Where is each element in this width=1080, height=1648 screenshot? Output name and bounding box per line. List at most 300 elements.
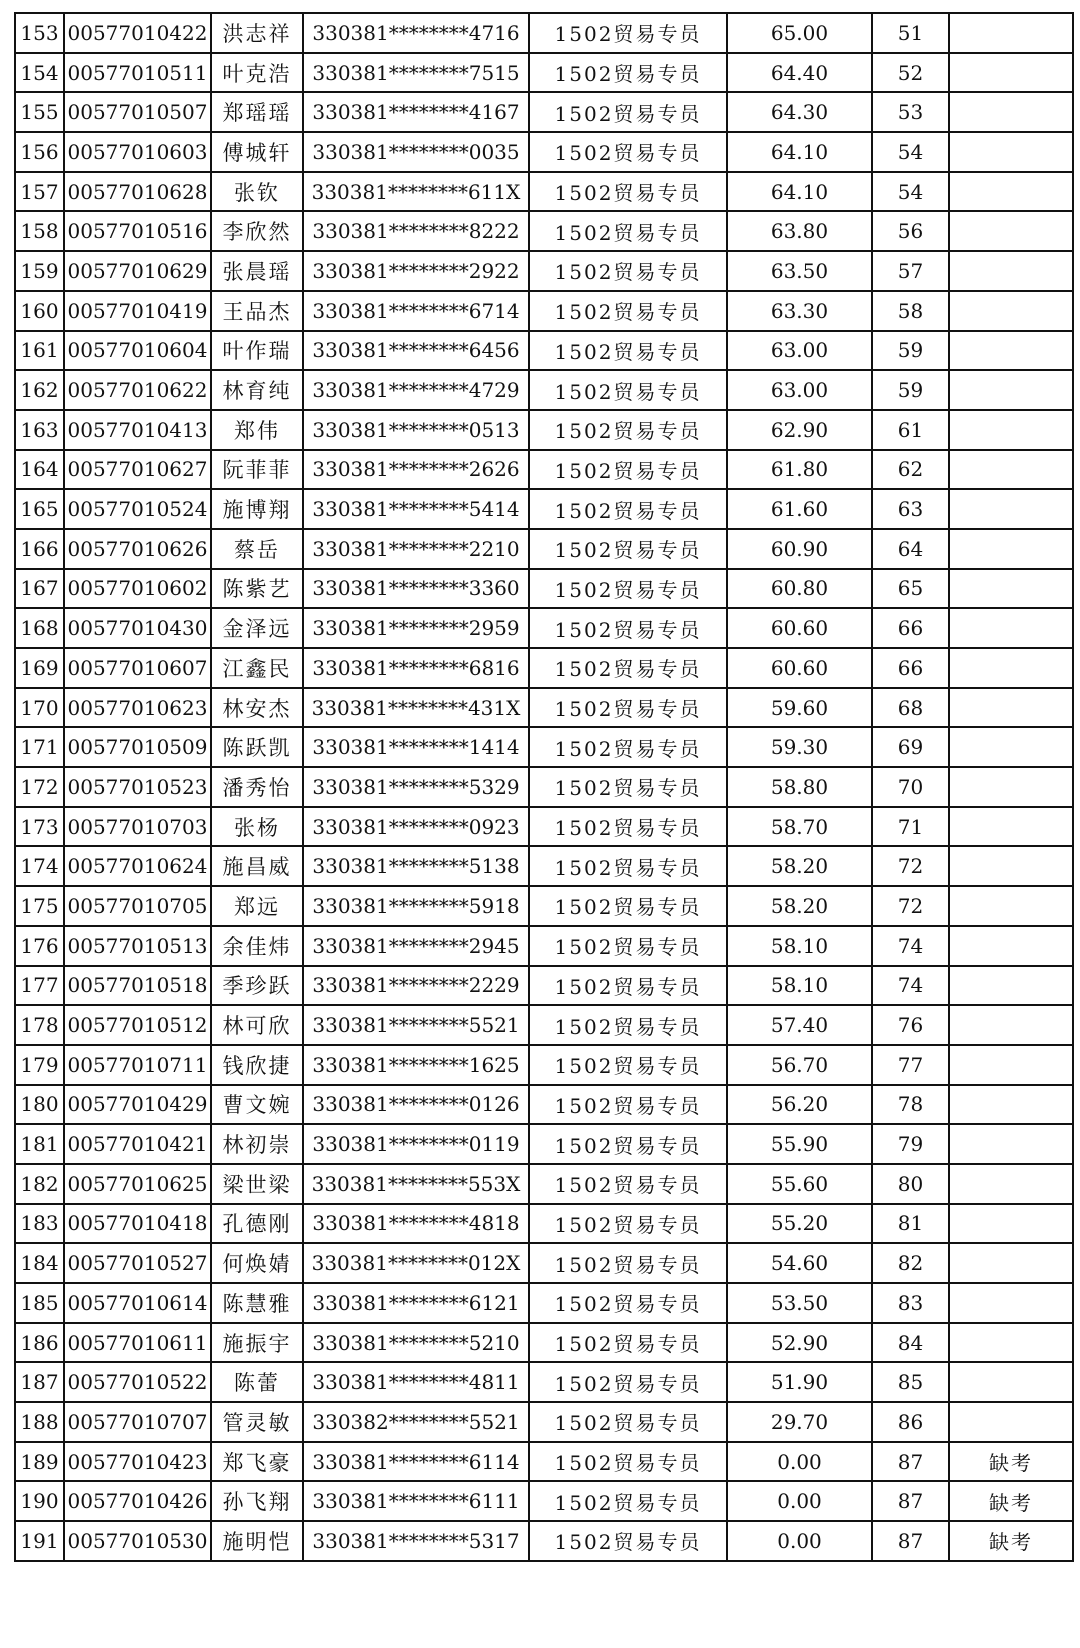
note-cell xyxy=(949,1045,1073,1085)
note-cell xyxy=(949,529,1073,569)
row-number-cell: 170 xyxy=(15,688,64,728)
note-cell xyxy=(949,648,1073,688)
rank-cell: 74 xyxy=(872,966,949,1006)
score-cell: 56.70 xyxy=(727,1045,872,1085)
table-row xyxy=(15,727,1073,767)
table-row xyxy=(15,846,1073,886)
id-card-cell: 330381********5138 xyxy=(303,846,529,886)
exam-id-cell: 00577010626 xyxy=(64,529,211,569)
id-card-cell: 330381********2626 xyxy=(303,450,529,490)
candidate-name-cell: 阮菲菲 xyxy=(211,450,303,490)
exam-id-cell: 00577010627 xyxy=(64,450,211,490)
table-row xyxy=(15,608,1073,648)
row-number-cell: 155 xyxy=(15,92,64,132)
rank-cell: 66 xyxy=(872,648,949,688)
score-cell: 59.60 xyxy=(727,688,872,728)
exam-id-cell: 00577010523 xyxy=(64,767,211,807)
candidate-name-cell: 郑瑶瑶 xyxy=(211,92,303,132)
score-cell: 0.00 xyxy=(727,1481,872,1521)
row-number-cell: 189 xyxy=(15,1442,64,1482)
table-row xyxy=(15,886,1073,926)
score-cell: 63.00 xyxy=(727,331,872,371)
score-cell: 60.90 xyxy=(727,529,872,569)
id-card-cell: 330381********6816 xyxy=(303,648,529,688)
note-cell xyxy=(949,1243,1073,1283)
score-cell: 55.20 xyxy=(727,1204,872,1244)
row-number-cell: 153 xyxy=(15,13,64,53)
position-cell: 1502贸易专员 xyxy=(529,450,727,490)
id-card-cell: 330381********0119 xyxy=(303,1124,529,1164)
note-cell xyxy=(949,132,1073,172)
row-number-cell: 181 xyxy=(15,1124,64,1164)
candidate-name-cell: 张晨瑶 xyxy=(211,251,303,291)
score-cell: 58.70 xyxy=(727,807,872,847)
row-number-cell: 169 xyxy=(15,648,64,688)
note-cell xyxy=(949,767,1073,807)
id-card-cell: 330381********1625 xyxy=(303,1045,529,1085)
candidate-name-cell: 余佳炜 xyxy=(211,926,303,966)
exam-id-cell: 00577010625 xyxy=(64,1164,211,1204)
row-number-cell: 178 xyxy=(15,1005,64,1045)
candidate-name-cell: 林安杰 xyxy=(211,688,303,728)
note-cell xyxy=(949,1164,1073,1204)
row-number-cell: 177 xyxy=(15,966,64,1006)
rank-cell: 57 xyxy=(872,251,949,291)
row-number-cell: 184 xyxy=(15,1243,64,1283)
table-body xyxy=(15,13,1073,1561)
position-cell: 1502贸易专员 xyxy=(529,1481,727,1521)
note-cell xyxy=(949,53,1073,93)
position-cell: 1502贸易专员 xyxy=(529,1323,727,1363)
position-cell: 1502贸易专员 xyxy=(529,1402,727,1442)
score-cell: 60.60 xyxy=(727,608,872,648)
note-cell: 缺考 xyxy=(949,1481,1073,1521)
score-cell: 63.50 xyxy=(727,251,872,291)
position-cell: 1502贸易专员 xyxy=(529,688,727,728)
id-card-cell: 330381********2945 xyxy=(303,926,529,966)
position-cell: 1502贸易专员 xyxy=(529,886,727,926)
row-number-cell: 187 xyxy=(15,1362,64,1402)
row-number-cell: 172 xyxy=(15,767,64,807)
candidate-name-cell: 施博翔 xyxy=(211,489,303,529)
candidate-name-cell: 李欣然 xyxy=(211,211,303,251)
row-number-cell: 156 xyxy=(15,132,64,172)
exam-id-cell: 00577010426 xyxy=(64,1481,211,1521)
exam-id-cell: 00577010629 xyxy=(64,251,211,291)
position-cell: 1502贸易专员 xyxy=(529,1085,727,1125)
position-cell: 1502贸易专员 xyxy=(529,1243,727,1283)
position-cell: 1502贸易专员 xyxy=(529,489,727,529)
note-cell xyxy=(949,966,1073,1006)
score-cell: 64.30 xyxy=(727,92,872,132)
position-cell: 1502贸易专员 xyxy=(529,172,727,212)
table-row xyxy=(15,172,1073,212)
position-cell: 1502贸易专员 xyxy=(529,370,727,410)
score-cell: 62.90 xyxy=(727,410,872,450)
table-row xyxy=(15,807,1073,847)
row-number-cell: 158 xyxy=(15,211,64,251)
row-number-cell: 191 xyxy=(15,1521,64,1561)
note-cell xyxy=(949,688,1073,728)
table-row xyxy=(15,92,1073,132)
id-card-cell: 330381********8222 xyxy=(303,211,529,251)
position-cell: 1502贸易专员 xyxy=(529,1045,727,1085)
candidate-name-cell: 季珍跃 xyxy=(211,966,303,1006)
candidate-name-cell: 陈慧雅 xyxy=(211,1283,303,1323)
score-cell: 60.80 xyxy=(727,569,872,609)
row-number-cell: 179 xyxy=(15,1045,64,1085)
score-cell: 53.50 xyxy=(727,1283,872,1323)
score-cell: 55.60 xyxy=(727,1164,872,1204)
row-number-cell: 159 xyxy=(15,251,64,291)
id-card-cell: 330381********553X xyxy=(303,1164,529,1204)
exam-id-cell: 00577010705 xyxy=(64,886,211,926)
position-cell: 1502贸易专员 xyxy=(529,1362,727,1402)
table-row xyxy=(15,132,1073,172)
note-cell xyxy=(949,13,1073,53)
rank-cell: 84 xyxy=(872,1323,949,1363)
candidate-name-cell: 林初崇 xyxy=(211,1124,303,1164)
id-card-cell: 330381********5210 xyxy=(303,1323,529,1363)
position-cell: 1502贸易专员 xyxy=(529,966,727,1006)
rank-cell: 52 xyxy=(872,53,949,93)
note-cell xyxy=(949,211,1073,251)
position-cell: 1502贸易专员 xyxy=(529,251,727,291)
row-number-cell: 164 xyxy=(15,450,64,490)
exam-id-cell: 00577010604 xyxy=(64,331,211,371)
id-card-cell: 330381********3360 xyxy=(303,569,529,609)
rank-cell: 72 xyxy=(872,846,949,886)
rank-cell: 61 xyxy=(872,410,949,450)
position-cell: 1502贸易专员 xyxy=(529,926,727,966)
candidate-name-cell: 洪志祥 xyxy=(211,13,303,53)
exam-id-cell: 00577010419 xyxy=(64,291,211,331)
candidate-name-cell: 施振宇 xyxy=(211,1323,303,1363)
score-cell: 63.00 xyxy=(727,370,872,410)
position-cell: 1502贸易专员 xyxy=(529,608,727,648)
note-cell xyxy=(949,251,1073,291)
id-card-cell: 330381********4167 xyxy=(303,92,529,132)
candidate-name-cell: 陈跃凯 xyxy=(211,727,303,767)
rank-cell: 77 xyxy=(872,1045,949,1085)
position-cell: 1502贸易专员 xyxy=(529,1442,727,1482)
row-number-cell: 176 xyxy=(15,926,64,966)
table-row xyxy=(15,291,1073,331)
rank-cell: 87 xyxy=(872,1442,949,1482)
note-cell: 缺考 xyxy=(949,1442,1073,1482)
candidate-name-cell: 陈紫艺 xyxy=(211,569,303,609)
rank-cell: 59 xyxy=(872,370,949,410)
id-card-cell: 330381********0035 xyxy=(303,132,529,172)
candidate-name-cell: 江鑫民 xyxy=(211,648,303,688)
note-cell xyxy=(949,608,1073,648)
rank-cell: 51 xyxy=(872,13,949,53)
score-cell: 64.40 xyxy=(727,53,872,93)
exam-id-cell: 00577010423 xyxy=(64,1442,211,1482)
candidate-name-cell: 何焕婧 xyxy=(211,1243,303,1283)
candidate-name-cell: 管灵敏 xyxy=(211,1402,303,1442)
note-cell xyxy=(949,450,1073,490)
row-number-cell: 182 xyxy=(15,1164,64,1204)
table-row xyxy=(15,1283,1073,1323)
score-cell: 59.30 xyxy=(727,727,872,767)
table-row xyxy=(15,1204,1073,1244)
table-row xyxy=(15,1362,1073,1402)
candidate-name-cell: 施昌威 xyxy=(211,846,303,886)
table-row xyxy=(15,410,1073,450)
rank-cell: 69 xyxy=(872,727,949,767)
id-card-cell: 330381********2210 xyxy=(303,529,529,569)
score-cell: 63.30 xyxy=(727,291,872,331)
score-cell: 58.20 xyxy=(727,886,872,926)
row-number-cell: 185 xyxy=(15,1283,64,1323)
candidate-name-cell: 叶作瑞 xyxy=(211,331,303,371)
note-cell xyxy=(949,370,1073,410)
exam-id-cell: 00577010512 xyxy=(64,1005,211,1045)
rank-cell: 56 xyxy=(872,211,949,251)
rank-cell: 65 xyxy=(872,569,949,609)
candidate-name-cell: 金泽远 xyxy=(211,608,303,648)
rank-cell: 83 xyxy=(872,1283,949,1323)
row-number-cell: 168 xyxy=(15,608,64,648)
table-row xyxy=(15,1243,1073,1283)
id-card-cell: 330382********5521 xyxy=(303,1402,529,1442)
id-card-cell: 330381********4818 xyxy=(303,1204,529,1244)
row-number-cell: 161 xyxy=(15,331,64,371)
position-cell: 1502贸易专员 xyxy=(529,1204,727,1244)
exam-id-cell: 00577010607 xyxy=(64,648,211,688)
table-row xyxy=(15,1442,1073,1482)
position-cell: 1502贸易专员 xyxy=(529,807,727,847)
note-cell xyxy=(949,331,1073,371)
score-cell: 64.10 xyxy=(727,132,872,172)
id-card-cell: 330381********5329 xyxy=(303,767,529,807)
candidate-name-cell: 陈蕾 xyxy=(211,1362,303,1402)
table-row xyxy=(15,251,1073,291)
exam-id-cell: 00577010623 xyxy=(64,688,211,728)
note-cell xyxy=(949,846,1073,886)
table-row xyxy=(15,331,1073,371)
rank-cell: 81 xyxy=(872,1204,949,1244)
rank-cell: 68 xyxy=(872,688,949,728)
exam-id-cell: 00577010413 xyxy=(64,410,211,450)
id-card-cell: 330381********0923 xyxy=(303,807,529,847)
table-row xyxy=(15,688,1073,728)
row-number-cell: 157 xyxy=(15,172,64,212)
id-card-cell: 330381********0513 xyxy=(303,410,529,450)
score-cell: 61.60 xyxy=(727,489,872,529)
row-number-cell: 160 xyxy=(15,291,64,331)
table-row xyxy=(15,529,1073,569)
exam-id-cell: 00577010509 xyxy=(64,727,211,767)
rank-cell: 72 xyxy=(872,886,949,926)
exam-id-cell: 00577010628 xyxy=(64,172,211,212)
score-cell: 0.00 xyxy=(727,1442,872,1482)
score-cell: 58.10 xyxy=(727,966,872,1006)
exam-id-cell: 00577010602 xyxy=(64,569,211,609)
table-row xyxy=(15,1402,1073,1442)
note-cell xyxy=(949,886,1073,926)
rank-cell: 87 xyxy=(872,1521,949,1561)
exam-id-cell: 00577010518 xyxy=(64,966,211,1006)
rank-cell: 54 xyxy=(872,172,949,212)
exam-id-cell: 00577010421 xyxy=(64,1124,211,1164)
exam-id-cell: 00577010511 xyxy=(64,53,211,93)
position-cell: 1502贸易专员 xyxy=(529,1005,727,1045)
id-card-cell: 330381********012X xyxy=(303,1243,529,1283)
rank-cell: 53 xyxy=(872,92,949,132)
candidate-name-cell: 林育纯 xyxy=(211,370,303,410)
rank-cell: 58 xyxy=(872,291,949,331)
rank-cell: 79 xyxy=(872,1124,949,1164)
id-card-cell: 330381********431X xyxy=(303,688,529,728)
candidate-name-cell: 傅城轩 xyxy=(211,132,303,172)
candidate-name-cell: 蔡岳 xyxy=(211,529,303,569)
exam-id-cell: 00577010530 xyxy=(64,1521,211,1561)
candidate-name-cell: 林可欣 xyxy=(211,1005,303,1045)
note-cell xyxy=(949,569,1073,609)
position-cell: 1502贸易专员 xyxy=(529,1164,727,1204)
score-cell: 57.40 xyxy=(727,1005,872,1045)
id-card-cell: 330381********4729 xyxy=(303,370,529,410)
row-number-cell: 165 xyxy=(15,489,64,529)
note-cell xyxy=(949,807,1073,847)
exam-id-cell: 00577010703 xyxy=(64,807,211,847)
position-cell: 1502贸易专员 xyxy=(529,1521,727,1561)
table-row xyxy=(15,450,1073,490)
id-card-cell: 330381********4716 xyxy=(303,13,529,53)
exam-id-cell: 00577010622 xyxy=(64,370,211,410)
rank-cell: 59 xyxy=(872,331,949,371)
exam-id-cell: 00577010707 xyxy=(64,1402,211,1442)
row-number-cell: 188 xyxy=(15,1402,64,1442)
id-card-cell: 330381********2229 xyxy=(303,966,529,1006)
note-cell xyxy=(949,489,1073,529)
id-card-cell: 330381********1414 xyxy=(303,727,529,767)
score-cell: 58.80 xyxy=(727,767,872,807)
position-cell: 1502贸易专员 xyxy=(529,767,727,807)
id-card-cell: 330381********6714 xyxy=(303,291,529,331)
candidate-name-cell: 张钦 xyxy=(211,172,303,212)
id-card-cell: 330381********7515 xyxy=(303,53,529,93)
id-card-cell: 330381********6456 xyxy=(303,331,529,371)
note-cell: 缺考 xyxy=(949,1521,1073,1561)
candidate-name-cell: 郑伟 xyxy=(211,410,303,450)
id-card-cell: 330381********5317 xyxy=(303,1521,529,1561)
note-cell xyxy=(949,1283,1073,1323)
note-cell xyxy=(949,1323,1073,1363)
position-cell: 1502贸易专员 xyxy=(529,569,727,609)
row-number-cell: 154 xyxy=(15,53,64,93)
table-row xyxy=(15,1164,1073,1204)
exam-id-cell: 00577010430 xyxy=(64,608,211,648)
exam-id-cell: 00577010611 xyxy=(64,1323,211,1363)
table-row xyxy=(15,1124,1073,1164)
id-card-cell: 330381********6114 xyxy=(303,1442,529,1482)
row-number-cell: 190 xyxy=(15,1481,64,1521)
score-cell: 65.00 xyxy=(727,13,872,53)
id-card-cell: 330381********0126 xyxy=(303,1085,529,1125)
row-number-cell: 175 xyxy=(15,886,64,926)
position-cell: 1502贸易专员 xyxy=(529,92,727,132)
rank-cell: 82 xyxy=(872,1243,949,1283)
table-row xyxy=(15,966,1073,1006)
row-number-cell: 174 xyxy=(15,846,64,886)
table-row xyxy=(15,569,1073,609)
candidate-name-cell: 叶克浩 xyxy=(211,53,303,93)
score-cell: 51.90 xyxy=(727,1362,872,1402)
candidate-name-cell: 潘秀怡 xyxy=(211,767,303,807)
position-cell: 1502贸易专员 xyxy=(529,13,727,53)
table-row xyxy=(15,767,1073,807)
table-row xyxy=(15,1005,1073,1045)
candidate-name-cell: 郑远 xyxy=(211,886,303,926)
exam-id-cell: 00577010527 xyxy=(64,1243,211,1283)
rank-cell: 86 xyxy=(872,1402,949,1442)
id-card-cell: 330381********5521 xyxy=(303,1005,529,1045)
note-cell xyxy=(949,1085,1073,1125)
candidate-name-cell: 孔德刚 xyxy=(211,1204,303,1244)
score-table xyxy=(14,12,1074,1562)
row-number-cell: 173 xyxy=(15,807,64,847)
rank-cell: 76 xyxy=(872,1005,949,1045)
rank-cell: 64 xyxy=(872,529,949,569)
rank-cell: 87 xyxy=(872,1481,949,1521)
note-cell xyxy=(949,1402,1073,1442)
score-cell: 58.10 xyxy=(727,926,872,966)
table-row xyxy=(15,1521,1073,1561)
score-cell: 58.20 xyxy=(727,846,872,886)
exam-id-cell: 00577010513 xyxy=(64,926,211,966)
position-cell: 1502贸易专员 xyxy=(529,53,727,93)
rank-cell: 63 xyxy=(872,489,949,529)
rank-cell: 85 xyxy=(872,1362,949,1402)
note-cell xyxy=(949,291,1073,331)
position-cell: 1502贸易专员 xyxy=(529,846,727,886)
exam-id-cell: 00577010429 xyxy=(64,1085,211,1125)
note-cell xyxy=(949,410,1073,450)
id-card-cell: 330381********2922 xyxy=(303,251,529,291)
rank-cell: 70 xyxy=(872,767,949,807)
exam-id-cell: 00577010422 xyxy=(64,13,211,53)
row-number-cell: 183 xyxy=(15,1204,64,1244)
candidate-name-cell: 郑飞豪 xyxy=(211,1442,303,1482)
id-card-cell: 330381********2959 xyxy=(303,608,529,648)
score-cell: 56.20 xyxy=(727,1085,872,1125)
row-number-cell: 180 xyxy=(15,1085,64,1125)
table-row xyxy=(15,211,1073,251)
position-cell: 1502贸易专员 xyxy=(529,648,727,688)
score-cell: 63.80 xyxy=(727,211,872,251)
table-row xyxy=(15,926,1073,966)
candidate-name-cell: 张杨 xyxy=(211,807,303,847)
note-cell xyxy=(949,1005,1073,1045)
position-cell: 1502贸易专员 xyxy=(529,410,727,450)
row-number-cell: 171 xyxy=(15,727,64,767)
row-number-cell: 166 xyxy=(15,529,64,569)
rank-cell: 54 xyxy=(872,132,949,172)
exam-id-cell: 00577010507 xyxy=(64,92,211,132)
note-cell xyxy=(949,1124,1073,1164)
id-card-cell: 330381********5918 xyxy=(303,886,529,926)
note-cell xyxy=(949,926,1073,966)
note-cell xyxy=(949,727,1073,767)
rank-cell: 66 xyxy=(872,608,949,648)
note-cell xyxy=(949,1362,1073,1402)
exam-id-cell: 00577010418 xyxy=(64,1204,211,1244)
rank-cell: 78 xyxy=(872,1085,949,1125)
exam-id-cell: 00577010624 xyxy=(64,846,211,886)
